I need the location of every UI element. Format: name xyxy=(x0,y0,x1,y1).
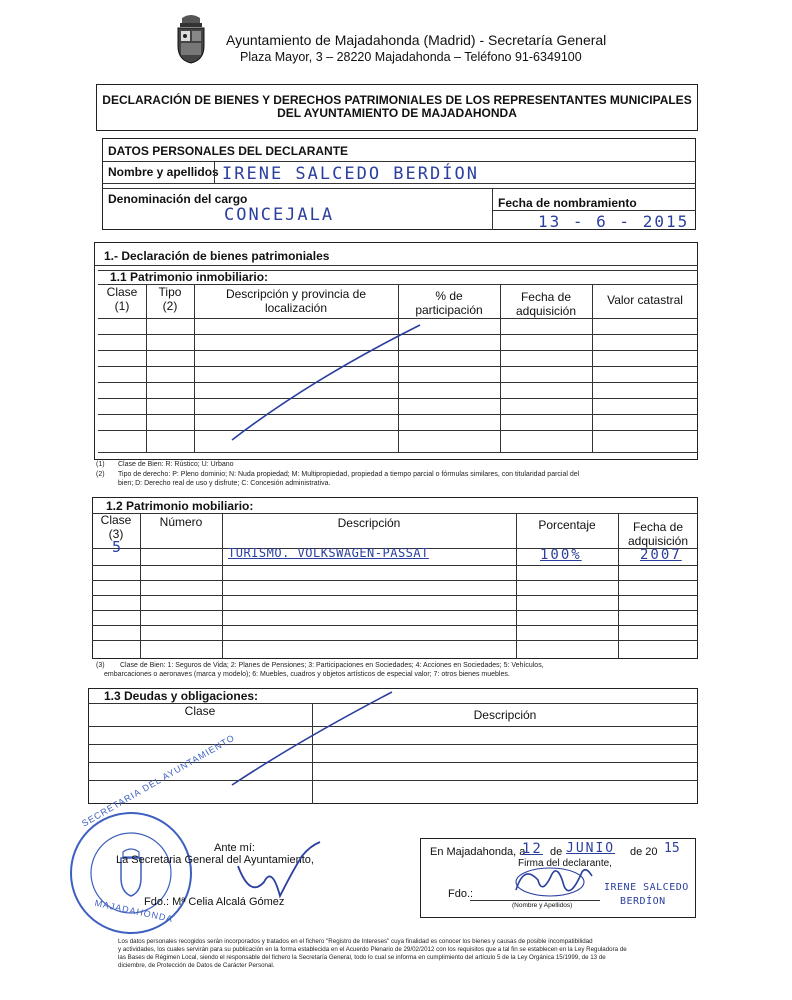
mob-col-descripcion-header: Descripción xyxy=(337,516,401,530)
de-label-1: de xyxy=(550,846,563,858)
col-pct-header: % de xyxy=(435,289,463,303)
secretaria-fdo-name: Fdo.: Mª Celia Alcalá Gómez xyxy=(144,896,285,908)
note1-num: (1) xyxy=(96,461,105,468)
col-localizacion-header: localización xyxy=(264,301,328,315)
col-valor-header: Valor catastral xyxy=(607,293,683,307)
document-title-line1: DECLARACIÓN DE BIENES Y DERECHOS PATRIMONIALES DE LOS REPRESENTANTES MUNICIPALES xyxy=(102,93,692,107)
signer-name-line1: IRENE SALCEDO xyxy=(604,882,689,893)
footer-line-2: y actividades, los cuales servirán para su publicación en la forma establecida en el Acuerdo Plenario de 29/02/2012 con los requisitos que a tal fin se establecen en la Ley Reguladora de xyxy=(118,946,627,953)
secretaria-label: La Secretaria General del Ayuntamiento, xyxy=(116,854,314,866)
inmobiliario-title: 1.1 Patrimonio inmobiliario: xyxy=(110,270,269,284)
signing-month: JUNIO xyxy=(566,841,616,856)
mob-col-numero-header: Número xyxy=(159,515,203,529)
name-value: IRENE SALCEDO BERDÍON xyxy=(222,164,479,184)
seal-text: SECRETARIA DEL AYUNTAMIENTO xyxy=(80,732,237,829)
signer-name-line2: BERDÍON xyxy=(620,896,666,907)
org-name: Ayuntamiento de Majadahonda (Madrid) - Secretaría General xyxy=(226,32,607,48)
footer-line-4: diciembre, de Protección de Datos de Carácter Personal. xyxy=(118,962,275,969)
ante-mi-label: Ante mí: xyxy=(214,842,255,854)
mob-row1-descripcion: TURISMO. VOLKSWAGEN-PASSAT xyxy=(228,546,429,560)
mob-col-porcentaje-header: Porcentaje xyxy=(538,518,596,532)
note2-text-b: bien; D: Derecho real de uso y disfrute; C: Concesión administrativa. xyxy=(118,480,331,487)
col-fecha-header: Fecha de xyxy=(520,290,572,304)
declarant-signature xyxy=(506,860,596,902)
fecha-nombramiento-value: 13 - 6 - 2015 xyxy=(538,212,690,231)
note2-text-a: Tipo de derecho: P: Pleno dominio; N: Nuda propiedad; M: Multipropiedad, propiedad a tiempo parcial o fórmulas similares, con titularidad parcial del xyxy=(118,471,580,478)
deudas-col-descripcion-header: Descripción xyxy=(473,708,537,722)
firma-declarante-label: Firma del declarante, xyxy=(518,858,612,869)
fecha-nombramiento-label: Fecha de nombramiento xyxy=(498,196,637,210)
deudas-col-clase-header: Clase xyxy=(184,704,216,718)
mob-col-clase-header: Clase xyxy=(100,513,132,527)
mob-row1-clase: 5 xyxy=(112,538,124,556)
seal-bottom-text: MAJADAHONDA xyxy=(93,897,175,925)
col-tipo-ref: (2) xyxy=(162,299,178,313)
note2-num: (2) xyxy=(96,471,105,478)
col-tipo-header: Tipo xyxy=(158,285,182,299)
col-descripcion-header: Descripción y provincia de xyxy=(225,287,367,301)
mob-col-fecha-header: Fecha de xyxy=(632,520,684,534)
note1-text: Clase de Bien: R: Rústico; U: Urbano xyxy=(118,461,234,468)
note3-num: (3) xyxy=(96,662,105,669)
place-label: En Majadahonda, a xyxy=(430,846,526,858)
de-label-2: de 20 xyxy=(630,846,658,858)
signing-day: 12 xyxy=(522,841,543,857)
privacy-footer xyxy=(118,938,688,970)
mobiliario-title: 1.2 Patrimonio mobiliario: xyxy=(106,499,254,513)
mob-col-adquisicion-header: adquisición xyxy=(627,534,689,548)
section1-title: 1.- Declaración de bienes patrimoniales xyxy=(104,249,330,263)
mob-row1-porcentaje: 100% xyxy=(540,547,582,563)
cargo-value: CONCEJALA xyxy=(224,205,335,225)
document-title-line2: DEL AYUNTAMIENTO DE MAJADAHONDA xyxy=(277,106,517,120)
signing-year-suffix: 15 xyxy=(664,841,680,856)
org-address: Plaza Mayor, 3 – 28220 Majadahonda – Teléfono 91-6349100 xyxy=(240,50,582,64)
footer-line-3: las Bases de Régimen Local, siendo el responsable del fichero la Secretaría General, todo lo cual se informa en cumplimiento del artículo 5 de la Ley Orgánica 15/1999, de 13 de xyxy=(118,954,606,961)
fdo-label: Fdo.: xyxy=(448,888,474,900)
deudas-title: 1.3 Deudas y obligaciones: xyxy=(104,689,259,703)
nombre-apellidos-hint: (Nombre y Apellidos) xyxy=(512,902,573,909)
personal-data-title: DATOS PERSONALES DEL DECLARANTE xyxy=(108,144,349,158)
note3-text-a: Clase de Bien: 1: Seguros de Vida; 2: Planes de Pensiones; 3: Participaciones en Sociedades; 4: Acciones en Sociedades; 5: Vehículos, xyxy=(120,662,544,669)
col-clase-ref: (1) xyxy=(114,299,130,313)
col-participacion-header: participación xyxy=(415,303,483,317)
mob-col-clase-ref: (3) xyxy=(108,527,124,541)
col-adquisicion-header: adquisición xyxy=(515,304,577,318)
note3-text-b: embarcaciones o aeronaves (marca y modelo); 6: Muebles, cuadros y objetos artísticos de especial valor; 7: otros bienes muebles. xyxy=(104,671,510,678)
cargo-label: Denominación del cargo xyxy=(108,192,248,206)
footer-line-1: Los datos personales recogidos serán incorporados y tratados en el fichero "Registro de Intereses" cuya finalidad es conocer los bienes y causas de posible incompatibilidad xyxy=(118,938,593,945)
mob-row1-fecha: 2007 xyxy=(640,547,682,563)
name-label: Nombre y apellidos xyxy=(108,165,219,179)
col-clase-header: Clase xyxy=(106,285,138,299)
